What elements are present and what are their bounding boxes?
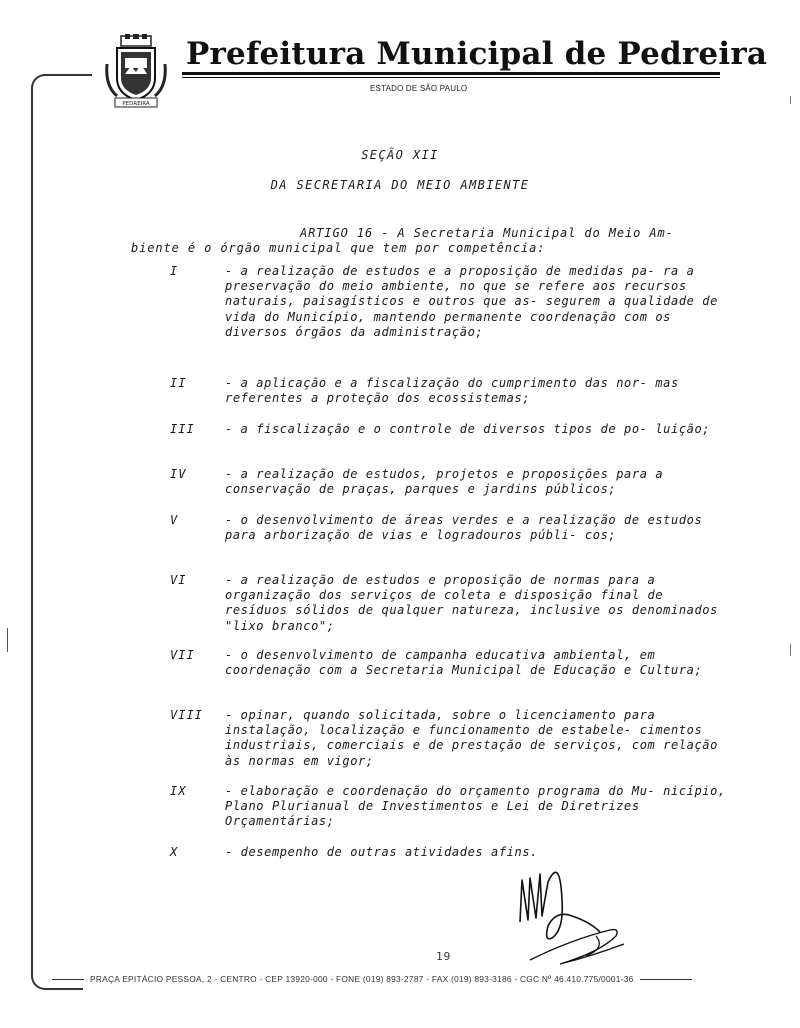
section-heading: SEÇÃO XII [361,148,439,162]
item-number: VIII [170,708,203,722]
item-number: IV [170,467,187,481]
svg-text:PEDREIRA: PEDREIRA [122,101,150,107]
item-number: VI [170,573,187,587]
item-text: - a fiscalização e o controle de diversos tipos de po- luição; [225,422,711,436]
article-line-1: ARTIGO 16 - A Secretaria Municipal do Meio Am- [300,226,674,240]
section-subheading: DA SECRETARIA DO MEIO AMBIENTE [270,178,530,192]
item-text: - desempenho de outras atividades afins. [225,845,538,859]
state-label: ESTADO DE SÃO PAULO [370,84,468,93]
page-title: Prefeitura Municipal de Pedreira [186,36,768,72]
item-text: - o desenvolvimento de campanha educativa ambiental, em coordenação com a Secretaria Municipal de Educação e Cultura; [225,648,703,678]
signature-icon [500,860,630,975]
item-number: VII [170,648,195,662]
item-number: II [170,376,187,390]
item-text: - o desenvolvimento de áreas verdes e a realização de estudos para arborização de vias e logradouros públi- cos; [225,513,703,543]
item-text: - a realização de estudos e proposição de normas para a organização dos serviços de coleta e disposição final de resíduos sólidos de qualquer natureza, inclusive os denominados "lixo branco"; [225,573,718,633]
scan-edge-mark [7,628,8,652]
item-number: X [170,845,179,859]
item-number: III [170,422,195,436]
article-paragraph [131,226,737,256]
footer-address [52,974,792,984]
footer-rule-right [640,979,692,980]
item-text: - elaboração e coordenação do orçamento programa do Mu- nicípio, Plano Plurianual de Investimentos e Lei de Diretrizes Orçamentárias; [225,784,726,829]
item-text: - a realização de estudos, projetos e proposições para a conservação de praças, parques e jardins públicos; [225,467,664,497]
item-number: IX [170,784,187,798]
item-number: I [170,264,179,278]
item-text: - a aplicação e a fiscalização do cumprimento das nor- mas referentes a proteção dos ecossistemas; [225,376,679,406]
footer-text: PRAÇA EPITÁCIO PESSOA, 2 - CENTRO - CEP 13920-000 - FONE (019) 893-2787 - FAX (019) 893-3186 - CGC Nº 46.410.775/0001-36 [90,974,634,984]
item-text: - opinar, quando solicitada, sobre o licenciamento para instalação, localização e funcionamento de estabele- cimentos industriais, comerciais e de prestação de serviços, com relação às normas em vigor; [225,708,718,768]
article-line-2: biente é o órgão municipal que tem por competência: [131,241,546,255]
scan-edge-mark [790,96,791,104]
page-number: 19 [436,950,452,963]
item-text: - a realização de estudos e a proposição de medidas pa- ra a preservação do meio ambiente, no que se refere aos recursos naturais, paisagísticos e outros que as- segurem a qualidade de vida do Município, mantendo permanente coordenação com os diversos órgãos da administração; [225,264,718,339]
footer-rule-left [52,979,84,980]
scan-edge-mark [790,644,791,656]
item-number: V [170,513,179,527]
